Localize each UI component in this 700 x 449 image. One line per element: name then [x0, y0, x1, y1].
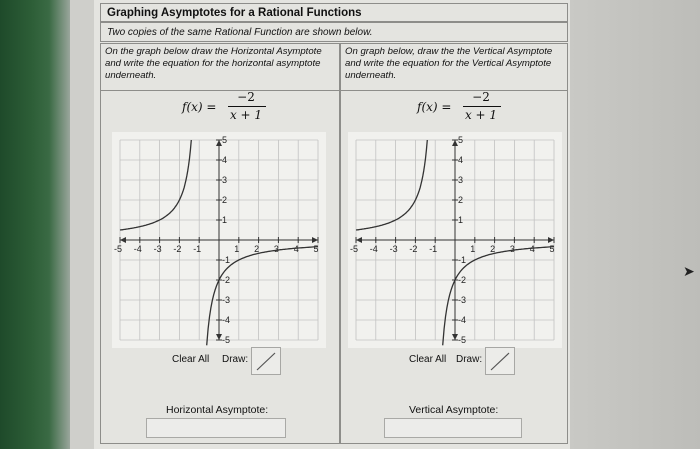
y-tick-label: 5 — [458, 135, 464, 145]
right-graph[interactable] — [348, 132, 562, 348]
x-tick-label: 2 — [490, 244, 496, 254]
clear-all-button[interactable]: Clear All — [172, 354, 210, 365]
x-tick-label: -3 — [153, 244, 162, 254]
x-tick-label: 2 — [254, 244, 260, 254]
formula-lhs: f(x) = — [417, 100, 452, 114]
vertical-asymptote-input[interactable] — [384, 418, 522, 438]
y-tick-label: -5 — [458, 335, 467, 345]
x-tick-label: 3 — [509, 244, 515, 254]
y-tick-label: 2 — [458, 195, 464, 205]
y-tick-label: -2 — [458, 275, 467, 285]
x-tick-label: 5 — [549, 244, 555, 254]
y-tick-label: 3 — [458, 175, 464, 185]
formula-numerator: −2 — [237, 90, 255, 104]
x-tick-label: 3 — [273, 244, 279, 254]
x-tick-label: -5 — [349, 244, 359, 254]
right-formula — [417, 90, 507, 122]
x-tick-label: 5 — [313, 244, 319, 254]
y-tick-label: 2 — [222, 195, 228, 205]
worksheet-title: Graphing Asymptotes for a Rational Functions — [100, 3, 568, 22]
x-tick-label: -4 — [369, 244, 378, 254]
clear-all-button[interactable]: Clear All — [409, 354, 447, 365]
y-tick-label: 3 — [222, 175, 228, 185]
y-tick-label: 4 — [458, 155, 464, 165]
fraction-bar — [228, 106, 266, 107]
x-tick-label: 4 — [293, 244, 299, 254]
left-graph[interactable] — [112, 132, 326, 348]
draw-line-tool[interactable] — [485, 347, 515, 375]
formula-denominator: x + 1 — [229, 108, 263, 122]
y-tick-label: 1 — [458, 215, 464, 225]
worksheet-subtitle: Two copies of the same Rational Function are shown below. — [100, 22, 568, 42]
draw-label: Draw: — [456, 354, 483, 365]
x-tick-label: -1 — [429, 244, 438, 254]
formula-numerator: −2 — [472, 90, 490, 104]
draw-line-tool[interactable] — [251, 347, 281, 375]
right-instruction: On graph below, draw the the Vertical Asymptote and write the equation for the Vertical Asymptote underneath. — [340, 43, 568, 91]
y-tick-label: 5 — [222, 135, 228, 145]
x-tick-label: 1 — [234, 244, 240, 254]
y-tick-label: 1 — [222, 215, 228, 225]
left-formula — [182, 90, 272, 122]
y-tick-label: -3 — [458, 295, 467, 305]
y-tick-label: -2 — [222, 275, 231, 285]
y-tick-label: -4 — [458, 315, 467, 325]
device-bezel — [0, 0, 70, 449]
x-tick-label: -5 — [113, 244, 123, 254]
draw-label: Draw: — [222, 354, 249, 365]
line-tool-icon — [252, 348, 280, 374]
y-tick-label: 4 — [222, 155, 228, 165]
x-tick-label: -4 — [133, 244, 142, 254]
mouse-cursor-icon: ➤ — [683, 264, 695, 280]
y-tick-label: -3 — [222, 295, 231, 305]
vertical-asymptote-label: Vertical Asymptote: — [409, 404, 499, 416]
y-tick-label: -1 — [458, 255, 467, 265]
horizontal-asymptote-label: Horizontal Asymptote: — [166, 404, 269, 416]
formula-denominator: x + 1 — [464, 108, 498, 122]
x-tick-label: -1 — [193, 244, 202, 254]
x-tick-label: -2 — [173, 244, 182, 254]
left-instruction: On the graph below draw the Horizontal Asymptote and write the equation for the horizontal asymptote underneath. — [100, 43, 340, 91]
x-tick-label: 1 — [470, 244, 476, 254]
horizontal-asymptote-input[interactable] — [146, 418, 286, 438]
fraction-bar — [463, 106, 501, 107]
line-tool-icon — [486, 348, 514, 374]
x-tick-label: 4 — [529, 244, 535, 254]
x-tick-label: -3 — [389, 244, 398, 254]
y-tick-label: -1 — [222, 255, 231, 265]
x-tick-label: -2 — [409, 244, 418, 254]
y-tick-label: -4 — [222, 315, 231, 325]
y-tick-label: -5 — [222, 335, 231, 345]
formula-lhs: f(x) = — [182, 100, 217, 114]
screen-background — [570, 0, 700, 449]
